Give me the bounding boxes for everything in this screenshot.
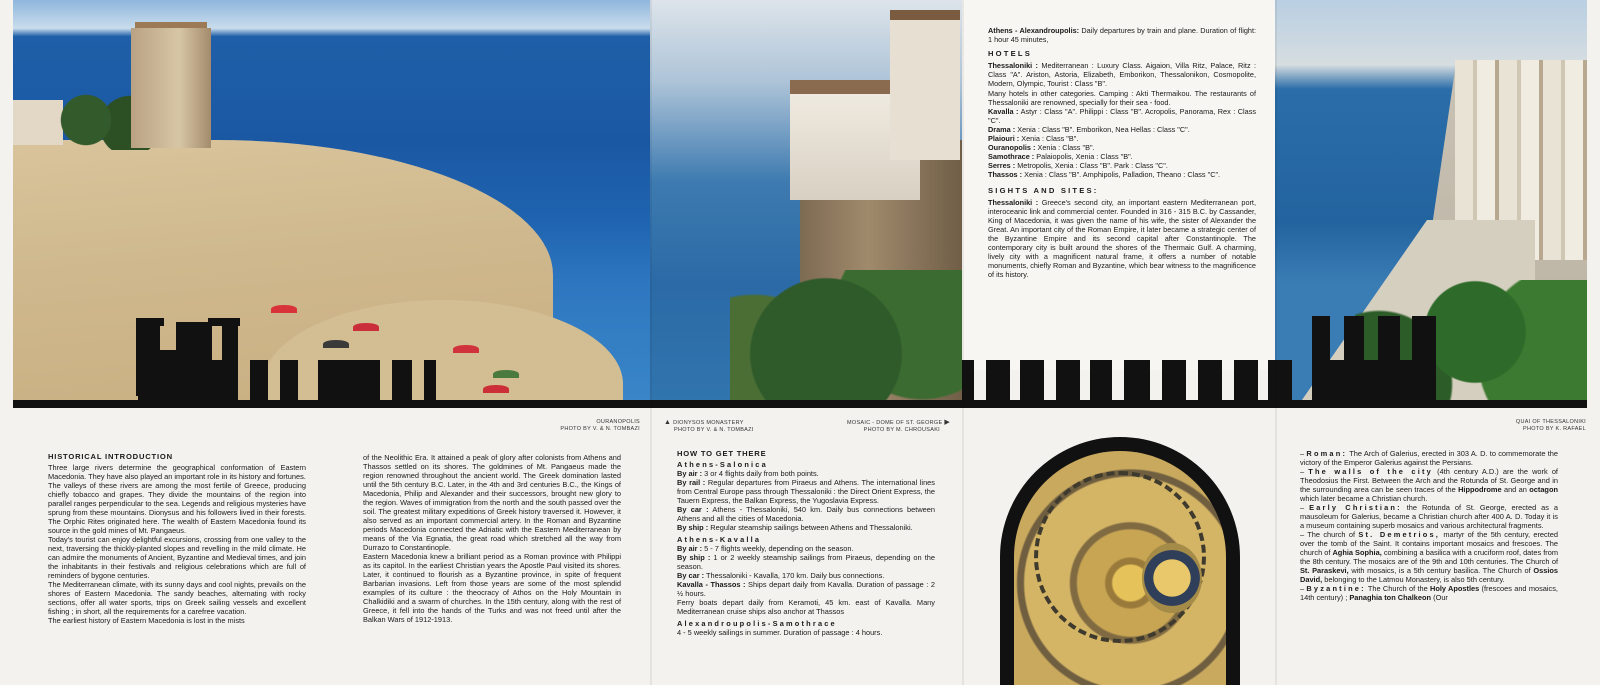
text: and an	[1503, 485, 1527, 494]
paragraph: The valleys of these rivers are among the most fertile of Greece, producing chiefly tobacco and grapes. They divide the mountains of the region into parallel ranges perpendicular to the sea. Legends and religious mysteries have sprung from these mountains. Dionysus and his followers lived in their forests. The Orphic Rites originated here. The wealth of Eastern Macedonia found its source in the gold mines of Mt. Pangaeus.	[48, 481, 307, 535]
label: By ship :	[677, 553, 711, 562]
how-to-get-there	[677, 449, 935, 637]
caption-title: QUAI OF THESSALONIKI	[1515, 419, 1586, 425]
label: By air :	[677, 544, 703, 553]
route-heading: Alexandroupolis-Samothrace	[677, 619, 837, 628]
paragraph: The Mediterranean climate, with its sunny days and cool nights, prevails on the shores of Eastern Macedonia. The sandy beaches, alternating with rocky sections, offer all water sports, trips on Greek sailing vessels and excellent fishing ; in short, all the requirements for a carefree vacation.	[48, 580, 306, 616]
plaiouri-label: Plaiouri :	[988, 134, 1020, 144]
text: Athens - Thessaloniki, 540 km. Daily bus connections between Athens and all the cities of Macedonia.	[677, 505, 935, 523]
triangle-right-icon: ▶	[944, 419, 950, 426]
serres-hotels: Metropolis, Xenia : Class "B". Park : Class "C".	[1017, 161, 1168, 171]
label: By air :	[677, 469, 703, 478]
text: Ships depart daily from Kavalla. Duration of passage : 2 ½ hours.	[677, 580, 936, 598]
label: The walls of the city	[1308, 467, 1433, 476]
text: Ferry boats depart daily from Keramoti, 45 km. east of Kavalla. Many Mediterranean cruise ships also anchor at Thassos	[677, 598, 935, 616]
paragraph: Today's tourist can enjoy delightful excursions, crossing from one valley to the next, traversing the thickly-planted slopes and revelling in the mild climate. He can admire the monuments of Ancient, Byzantine and Medieval times, and join the inhabitants in their festivals and religious celebrations which are full of reminders of bygone centuries.	[48, 535, 306, 580]
caption-credit: PHOTO BY V. & N. TOMBAZI	[674, 427, 754, 433]
mosaic-medallion	[1142, 543, 1202, 613]
bold-text: St. Paraskevi,	[1300, 566, 1349, 575]
plaiouri-hotels: Xenia : Class "B".	[1021, 134, 1079, 144]
sights-heading: SIGHTS AND SITES:	[988, 185, 1099, 195]
caption-credit: PHOTO BY V. & N. TOMBAZI	[560, 426, 640, 432]
bold-text: Ossios David,	[1300, 566, 1559, 584]
text: 3 or 4 flights daily from both points.	[704, 469, 819, 478]
text: The church of	[1307, 530, 1355, 539]
mosaic-image	[1014, 451, 1226, 685]
label: Kavalla - Thassos :	[677, 580, 746, 589]
label: Roman:	[1306, 449, 1348, 458]
route-heading: Athens-Salonica	[677, 460, 768, 469]
text: which later became a Christian church.	[1300, 494, 1428, 503]
thessaloniki-hotels: Mediterranean : Luxury Class. Aigaion, Villa Ritz, Palace, Ritz : Class "A". Ariston, Astoria, Elizabeth, Emborikon, Thessalonikon, Cosmopolite, Modern, Olympic, Tourist : Class "B".	[988, 61, 1256, 89]
paragraph: Eastern Macedonia knew a brilliant period as a Roman province with Philippi as its capitol. In the earliest Christian years the Apostle Paul visited its shores. Later, it continued to flourish as a Byzantine province, in spite of frequent Barbarian invasions. Left from those years are some of the most splendid examples of its culture : the theocracy of Athos on the Holy Mountain in Chalkidiki and a swarm of churches. In the 15th century, along with the rest of Greece, it fell into the hands of the Turks and was not freed until after the Balkan Wars of 1912-1913.	[363, 552, 621, 624]
caption-mosaic	[800, 419, 950, 434]
caption-monastery	[664, 419, 784, 434]
drama-label: Drama :	[988, 124, 1016, 134]
hotels-heading: HOTELS	[988, 49, 1032, 59]
caption-credit: PHOTO BY M. CHROUSAKI	[863, 427, 940, 433]
label: Early Christian:	[1309, 503, 1402, 512]
section-heading: HISTORICAL INTRODUCTION	[48, 452, 173, 461]
many-hotels-text: Many hotels in other categories. Camping : Akti Thermaikou. The restaurants of Thessaloniki are renowned, specially for their sea - food.	[988, 88, 1256, 107]
fold-line	[962, 0, 964, 685]
caption-title: OURANOPOLIS	[596, 419, 640, 425]
thassos-label: Thassos :	[988, 170, 1023, 180]
history-continued	[363, 453, 621, 624]
monuments-list: – Roman: The Arch of Galerius, erected in 303 A. D. to commemorate the victory of the Emperor Galerius against the Persians. – The walls of the city (4th century A.D.) are the work of Theodosius the First. Between the Arch and the Rotunda of St. George and in the surrounding area can be seen traces of the Hippodrome and an octagon which later became a Christian church. – Early Christian: the Rotunda of St. George, erected as a mausoleum for Galerius, became a Christian church after 400 A. D. Today it is a museum containing superb mosaics and various architectural fragments. – The church of St. Demetrios, martyr of the 5th century, erected over the tomb of the Saint. It contains important mosaics and frescoes. The church of Aghia Sophia, combining a basilica with a cruciform roof, dates from the 8th century. The mosaics are of the 9th and 10th centuries. The Church of St. Paraskevi, with mosaics, is a 5th century basilica. The Church of Ossios David, belonging to the Latmou Monastery, is also 5th century. – Byzantine: The Church of the Holy Apostles (frescoes and mosaics, 14th century) ; Panaghia ton Chalkeon (Our	[1300, 449, 1559, 602]
byzantine-tower	[131, 28, 211, 148]
text: belonging to the Latmou Monastery, is also 5th century.	[1324, 575, 1505, 584]
sights-label: Thessaloniki :	[988, 197, 1039, 207]
paragraph: Three large rivers determine the geographical conformation of Eastern Macedonia. They have also played an important role in its history and fortunes.	[48, 463, 306, 481]
triangle-left-icon: ▲	[664, 419, 672, 426]
bold-text: Aghia Sophia,	[1332, 548, 1382, 557]
text: (Our	[1433, 593, 1448, 602]
label: Byzantine:	[1306, 584, 1366, 593]
text: The Church of the	[1367, 584, 1428, 593]
battlement-wall-graphic	[0, 300, 1600, 420]
samothrace-hotels: Palaiopolis, Xenia : Class "B".	[1036, 152, 1133, 162]
bold-text: Panaghia ton Chalkeon	[1349, 593, 1432, 602]
fold-line	[650, 0, 652, 685]
section-heading: HOW TO GET THERE	[677, 449, 767, 458]
caption-title: MOSAIC - DOME OF ST. GEORGE	[846, 420, 943, 426]
text: (frescoes and mosaics, 14th century) ;	[1300, 584, 1558, 602]
text: The Arch of Galerius, erected in 303 A. D. to commemorate the victory of the Emperor Galerius against the Persians.	[1300, 449, 1559, 467]
text: with mosaics, is a 5th century basilica. The Church of	[1351, 566, 1531, 575]
kavalla-hotels: Astyr : Class "A". Philippi : Class "B". Acropolis, Panorama, Rex : Class "C".	[988, 106, 1257, 125]
text: (4th century A.D.) are the work of Theodosius the First. Between the Arch and the Rotunda of St. George and in the surrounding area can be seen traces of the	[1300, 467, 1558, 494]
ouranopolis-label: Ouranopolis :	[988, 143, 1036, 153]
caption-credit: PHOTO BY K. RAFAEL	[1523, 426, 1586, 432]
text: Thessaloniki - Kavalla, 170 km. Daily bus connections.	[706, 571, 885, 580]
thassos-hotels: Xenia : Class "B". Amphipolis, Palladion, Theano : Class "C".	[1024, 170, 1221, 180]
flight-label: Athens - Alexandroupolis:	[988, 26, 1080, 35]
paragraph: The earliest history of Eastern Macedonia is lost in the mists	[48, 616, 245, 625]
text: 1 or 2 weekly steamship sailings from Piraeus, depending on the season.	[677, 553, 935, 571]
kavalla-label: Kavalla :	[988, 106, 1019, 116]
drama-hotels: Xenia : Class "B". Emborikon, Nea Hellas : Class "C".	[1017, 124, 1190, 134]
caption-title: DIONYSOS MONASTERY	[673, 420, 744, 426]
text: combining a basilica with a cruciform roof, dates from the 8th century. The mosaics are of the 9th and 10th centuries. The Church of	[1300, 548, 1558, 566]
text: 4 - 5 weekly sailings in summer. Duration of passage : 4 hours.	[677, 628, 883, 637]
thessaloniki-label: Thessaloniki :	[988, 61, 1038, 71]
sights-text: Greece's second city, an important eastern Mediterranean port, interoceanic link and commercial center. Founded in 316 - 315 B.C. by Cassander, King of Macedonia, it was given the name of his wife, the sister of Alexander the Great. An important city of the Roman Empire, it later became a strategic center of the Byzantine Empire and its second capital after Constantinople. The contemporary city is built around the shores of the Thermaic Gulf. A charming, lively city with a magnificent natural frame, it offers a number of notable monuments, chiefly Roman and Byzantine, which bear witness to the magnificence of its history.	[988, 197, 1256, 280]
text: 5 - 7 flights weekly, depending on the season.	[704, 544, 854, 553]
serres-label: Serres :	[988, 161, 1016, 171]
bold-text: St. Demetrios,	[1358, 530, 1441, 539]
label: By car :	[677, 571, 705, 580]
label: By car :	[677, 505, 709, 514]
text: Regular steamship sailings between Athens and Thessaloniki.	[710, 523, 913, 532]
label: By ship :	[677, 523, 709, 532]
label: By rail :	[677, 478, 706, 487]
hotels-text	[988, 26, 1256, 279]
historical-introduction	[48, 452, 306, 625]
paragraph: of the Neolithic Era. It attained a peak of glory after colonists from Athens and Thassos settled on its shores. The goldmines of Mt. Pangaeus made the region renowned throughout the ancient world. The Greek domination lasted until the 5th century B.C. Later, in the 4th and 3rd centuries B.C., the Kings of Macedonia, Philip and Alexander and their successors, brought new glory to the region. Waves of immigration from the north and the south passed over the soil. The greatest military expeditions of Greek history traversed it. However, it also served as an important commercial artery. In the Roman and Byzantine periods Macedonia connected the Adriatic with the Eastern Mediterranean by means of the Via Egnatia, the great road which stretched all the way from Durrazo to Constantinople.	[363, 453, 621, 552]
text: the Rotunda of St. George, erected as a mausoleum for Galerius, became a Christian church after 400 A. D. Today it is a museum containing superb mosaics and various architectural fragments.	[1300, 503, 1559, 530]
fold-line	[1275, 0, 1277, 685]
bold-text: Holy Apostles	[1430, 584, 1480, 593]
bold-text: Hippodrome	[1458, 485, 1502, 494]
monastery-tower	[890, 10, 960, 160]
caption-ouranopolis	[470, 419, 640, 433]
text: martyr of the 5th century, erected over the tomb of the Saint. It contains important mosaics and frescoes. The church of	[1300, 530, 1558, 557]
samothrace-label: Samothrace :	[988, 152, 1035, 162]
bold-text: octagon	[1529, 485, 1558, 494]
text: Regular departures from Piraeus and Athens. The international lines from Central Europe pass through Thessaloniki : the Direct Orient Express, the Tauern Express, the Balkan Express, the Yugoslavia Express.	[677, 478, 935, 505]
route-heading: Athens-Kavalla	[677, 535, 762, 544]
caption-quai	[1400, 419, 1586, 433]
ouranopolis-hotels: Xenia : Class "B".	[1037, 143, 1095, 153]
flight-text: Daily departures by train and plane. Duration of flight: 1 hour 45 minutes,	[988, 26, 1256, 45]
